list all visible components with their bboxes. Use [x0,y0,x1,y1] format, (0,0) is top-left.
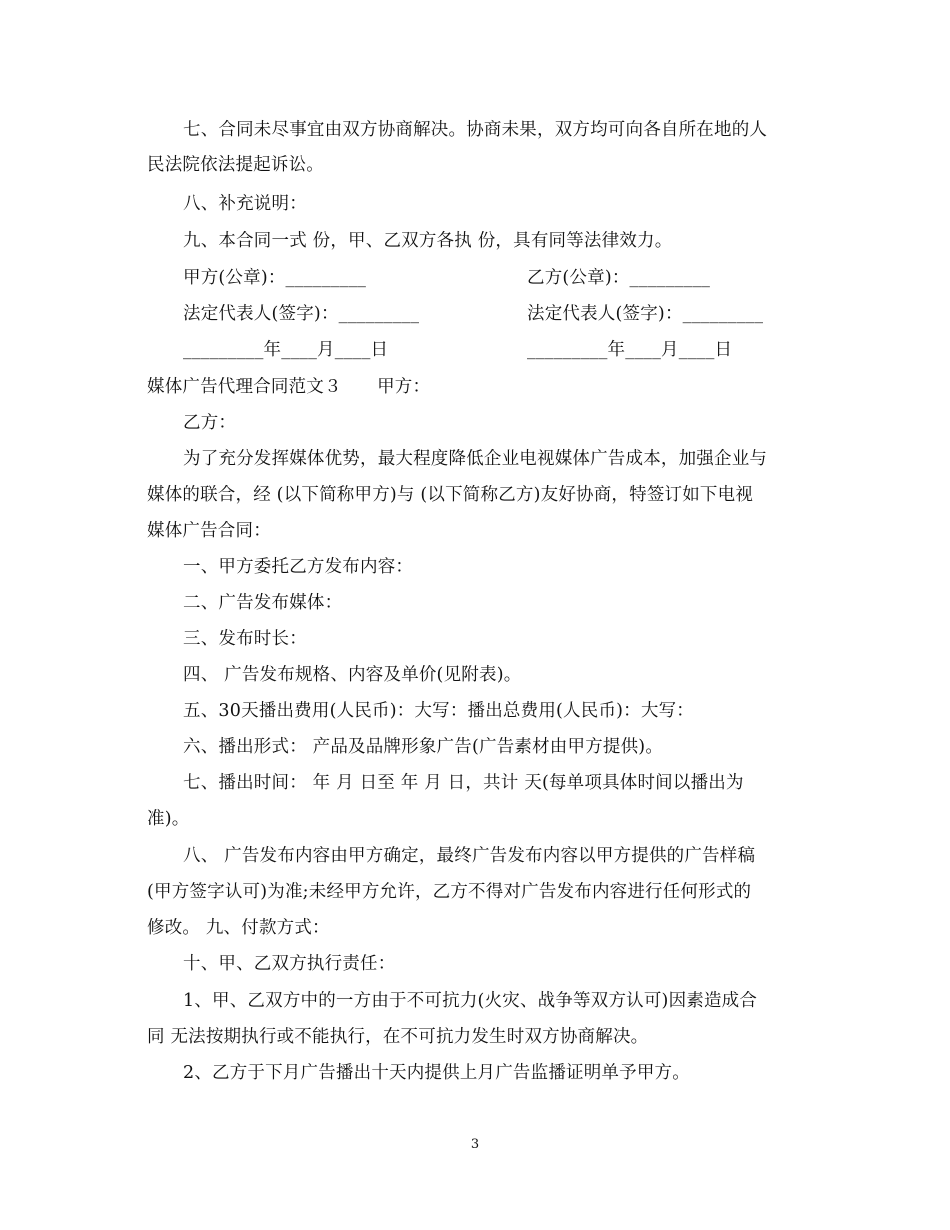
page-number: 3 [470,1137,480,1152]
paragraph-line: 1、甲、乙双方中的一方由于不可抗力(火灾、战争等双方认可)因素造成合 [183,991,758,1011]
paragraph-line: 八、补充说明： [183,194,307,214]
paragraph-line: 2、乙方于下月广告播出十天内提供上月广告监播证明单予甲方。 [183,1063,690,1083]
paragraph-line: 乙方： [183,413,237,433]
paragraph-line: 六、播出形式： 产品及品牌形象广告(广告素材由甲方提供)。 [183,737,664,757]
party-b-seal: 乙方(公章)：_________ [527,268,711,288]
paragraph-line: 九、本合同一式 份，甲、乙双方各执 份，具有同等法律效力。 [183,231,673,251]
paragraph-line: 媒体的联合，经 (以下简称甲方)与 (以下简称乙方)友好协商，特签订如下电视 [147,485,754,505]
paragraph-line: 修改。 九、付款方式： [147,918,330,938]
paragraph-line: 四、 广告发布规格、内容及单价(见附表)。 [183,665,522,685]
paragraph-line: (甲方签字认可)为准;未经甲方允许，乙方不得对广告发布内容进行任何形式的 [147,882,752,902]
party-a-representative: 法定代表人(签字)：_________ [183,304,420,324]
party-b-representative: 法定代表人(签字)：_________ [527,304,764,324]
paragraph-line: 媒体广告合同： [147,521,271,541]
paragraph-line: 七、合同未尽事宜由双方协商解决。协商未果，双方均可向各自所在地的人 [183,120,768,140]
paragraph-line: 七、播出时间： 年 月 日至 年 月 日，共计 天(每单项具体时间以播出为 [183,773,744,793]
party-b-date: _________年____月____日 [527,340,733,360]
paragraph-line: 准)。 [147,809,190,829]
paragraph-line: 一、甲方委托乙方发布内容： [183,557,414,577]
paragraph-line: 为了充分发挥媒体优势，最大程度降低企业电视媒体广告成本，加强企业与 [183,449,768,469]
paragraph-line: 民法院依法提起诉讼。 [147,155,324,175]
paragraph-line: 八、 广告发布内容由甲方确定，最终广告发布内容以甲方提供的广告样稿 [183,846,756,866]
section-title: 媒体广告代理合同范文３ 甲方： [147,377,431,397]
paragraph-line: 五、30天播出费用(人民币)：大写：播出总费用(人民币)：大写： [183,701,694,721]
party-a-seal: 甲方(公章)：_________ [183,268,367,288]
paragraph-line: 同 无法按期执行或不能执行，在不可抗力发生时双方协商解决。 [147,1027,649,1047]
party-a-date: _________年____月____日 [183,340,389,360]
paragraph-line: 二、广告发布媒体： [183,593,343,613]
paragraph-line: 十、甲、乙双方执行责任： [183,954,396,974]
paragraph-line: 三、发布时长： [183,629,307,649]
